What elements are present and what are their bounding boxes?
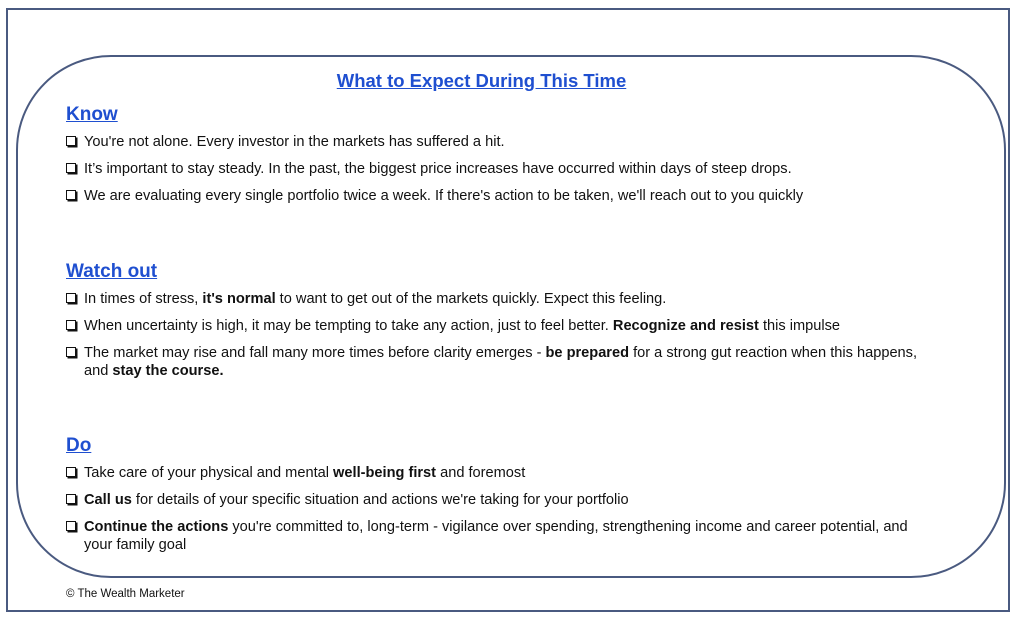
text-run: You're not alone. Every investor in the markets has suffered a hit. [84,134,505,150]
section-watch-out [66,260,936,389]
text-run: this impulse [758,318,840,334]
section-heading-know: Know [66,104,118,125]
text-run: When uncertainty is high, it may be tempting to take any action, just to feel better. [84,318,613,334]
bullet-text [84,464,525,482]
bold-text: Call us [84,492,132,508]
bullet-list-do [66,464,936,554]
list-item [66,290,936,308]
text-run: It’s important to stay steady. In the past, the biggest price increases have occurred within days of steep drops. [84,161,792,177]
list-item [66,518,936,554]
bullet-text [84,160,792,178]
bold-text: it's normal [202,291,276,307]
text-run: to want to get out of the markets quickly. Expect this feeling. [275,291,667,307]
section-heading-do: Do [66,435,92,456]
bullet-text [84,187,803,205]
bullet-list-watch-out [66,290,936,380]
list-item [66,464,936,482]
bullet-list-know [66,133,936,205]
text-run: We are evaluating every single portfolio twice a week. If there's action to be taken, we'll reach out to you quickly [84,188,804,204]
bold-text: Recognize and resist [612,318,759,334]
bold-text: well-being first [333,465,437,481]
text-run: In times of stress, [84,291,203,307]
page-title: What to Expect During This Time [336,70,627,91]
bullet-text [84,344,936,380]
section-heading-watch-out: Watch out [66,261,158,282]
bold-text: stay the course. [112,363,224,379]
bullet-text [84,317,840,335]
checkbox-bullet-icon [66,347,76,357]
bullet-text [84,518,936,554]
list-item [66,344,936,380]
list-item [66,491,936,509]
list-item [66,187,936,205]
checkbox-bullet-icon [66,467,76,477]
list-item [66,317,936,335]
text-run: you're committed to, long-term - vigilance over spending, strengthening income and career potential, and your family goal [84,519,908,553]
bold-text: be prepared [545,345,630,361]
checkbox-bullet-icon [66,293,76,303]
copyright-footer: © The Wealth Marketer [66,588,185,600]
bullet-text [84,491,629,509]
text-run: The market may rise and fall many more times before clarity emerges - [84,345,546,361]
text-run: for a strong gut reaction when this happens, and [84,345,918,379]
section-do [66,434,936,563]
bullet-text [84,290,666,308]
checkbox-bullet-icon [66,494,76,504]
bullet-text [84,133,505,151]
checkbox-bullet-icon [66,163,76,173]
checkbox-bullet-icon [66,190,76,200]
section-know [66,103,936,214]
text-run: and foremost [436,465,526,481]
checkbox-bullet-icon [66,320,76,330]
text-run: Take care of your physical and mental [84,465,334,481]
bold-text: Continue the actions [84,519,229,535]
list-item [66,160,936,178]
checkbox-bullet-icon [66,521,76,531]
text-run: for details of your specific situation and actions we're taking for your portfolio [131,492,629,508]
checkbox-bullet-icon [66,136,76,146]
list-item [66,133,936,151]
